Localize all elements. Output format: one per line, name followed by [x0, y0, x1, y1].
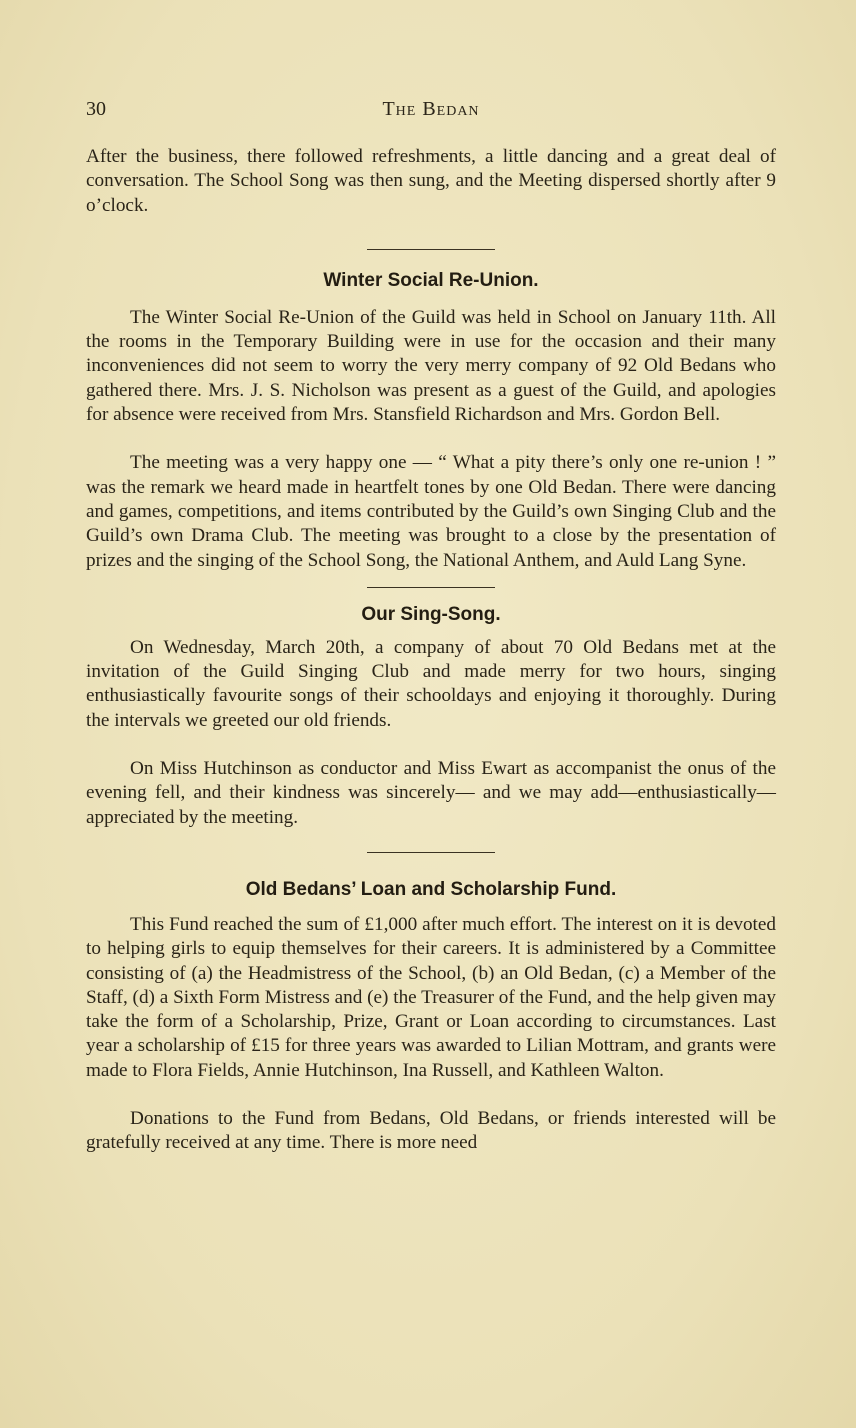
- loan-fund-paragraph-2: Donations to the Fund from Bedans, Old Bedans, or friends interested will be gratefully received at any time. There is more need: [86, 1108, 776, 1154]
- running-title: The Bedan: [382, 98, 480, 120]
- section-title-sing-song: Our Sing-Song.: [361, 603, 501, 625]
- sing-song-paragraph-1: On Wednesday, March 20th, a company of about 70 Old Bedans met at the invitation of the Guild Singing Club and made merry for two hours, singing enthusiastically favourite songs of their schooldays and enjoying it thoroughly. During the intervals we greeted our old friends.: [86, 636, 776, 731]
- page-number: 30: [86, 98, 106, 120]
- winter-social-paragraph-2: The meeting was a very happy one — “ What a pity there’s only one re-union ! ” was the remark we heard made in heartfelt tones by one Old Bedan. There were dancing and games, competitions, and items contributed by the Guild’s own Singing Club and the Guild’s own Drama Club. The meeting was brought to a close by the presentation of prizes and the singing of the School Song, the National Anthem, and Auld Lang Syne.: [86, 452, 776, 571]
- article-body: [86, 145, 776, 1156]
- sing-song-paragraph-2: On Miss Hutchinson as conductor and Miss Ewart as accompanist the onus of the evening fell, and their kindness was sincerely— and we may add—enthusiastically—appreciated by the meeting.: [86, 758, 776, 828]
- page-header: [86, 98, 776, 128]
- intro-paragraph: After the business, there followed refreshments, a little dancing and a great deal of conversation. The School Song was then sung, and the Meeting dispersed shortly after 9 o’clock.: [86, 146, 776, 216]
- section-title-loan-fund: Old Bedans’ Loan and Scholarship Fund.: [245, 878, 617, 900]
- section-title-winter-social: Winter Social Re-Union.: [323, 269, 539, 291]
- loan-fund-paragraph-1: This Fund reached the sum of £1,000 after much effort. The interest on it is devoted to helping girls to equip themselves for their careers. It is administered by a Committee consisting of (a) the Headmistress of the School, (b) an Old Bedan, (c) a Member of the Staff, (d) a Sixth Form Mistress and (e) the Treasurer of the Fund, and the help given may take the form of a Scholarship, Prize, Grant or Loan according to circumstances. Last year a scholarship of £15 for three years was awarded to Lilian Mottram, and grants were made to Flora Fields, Annie Hutchinson, Ina Russell, and Kathleen Walton.: [86, 913, 776, 1081]
- winter-social-paragraph-1: The Winter Social Re-Union of the Guild was held in School on January 11th. All the rooms in the Temporary Building were in use for the occasion and their many inconveniences did not seem to worry the very merry company of 92 Old Bedans who gathered there. Mrs. J. S. Nicholson was present as a guest of the Guild, and apologies for absence were received from Mrs. Stansfield Richardson and Mrs. Gordon Bell.: [86, 306, 776, 426]
